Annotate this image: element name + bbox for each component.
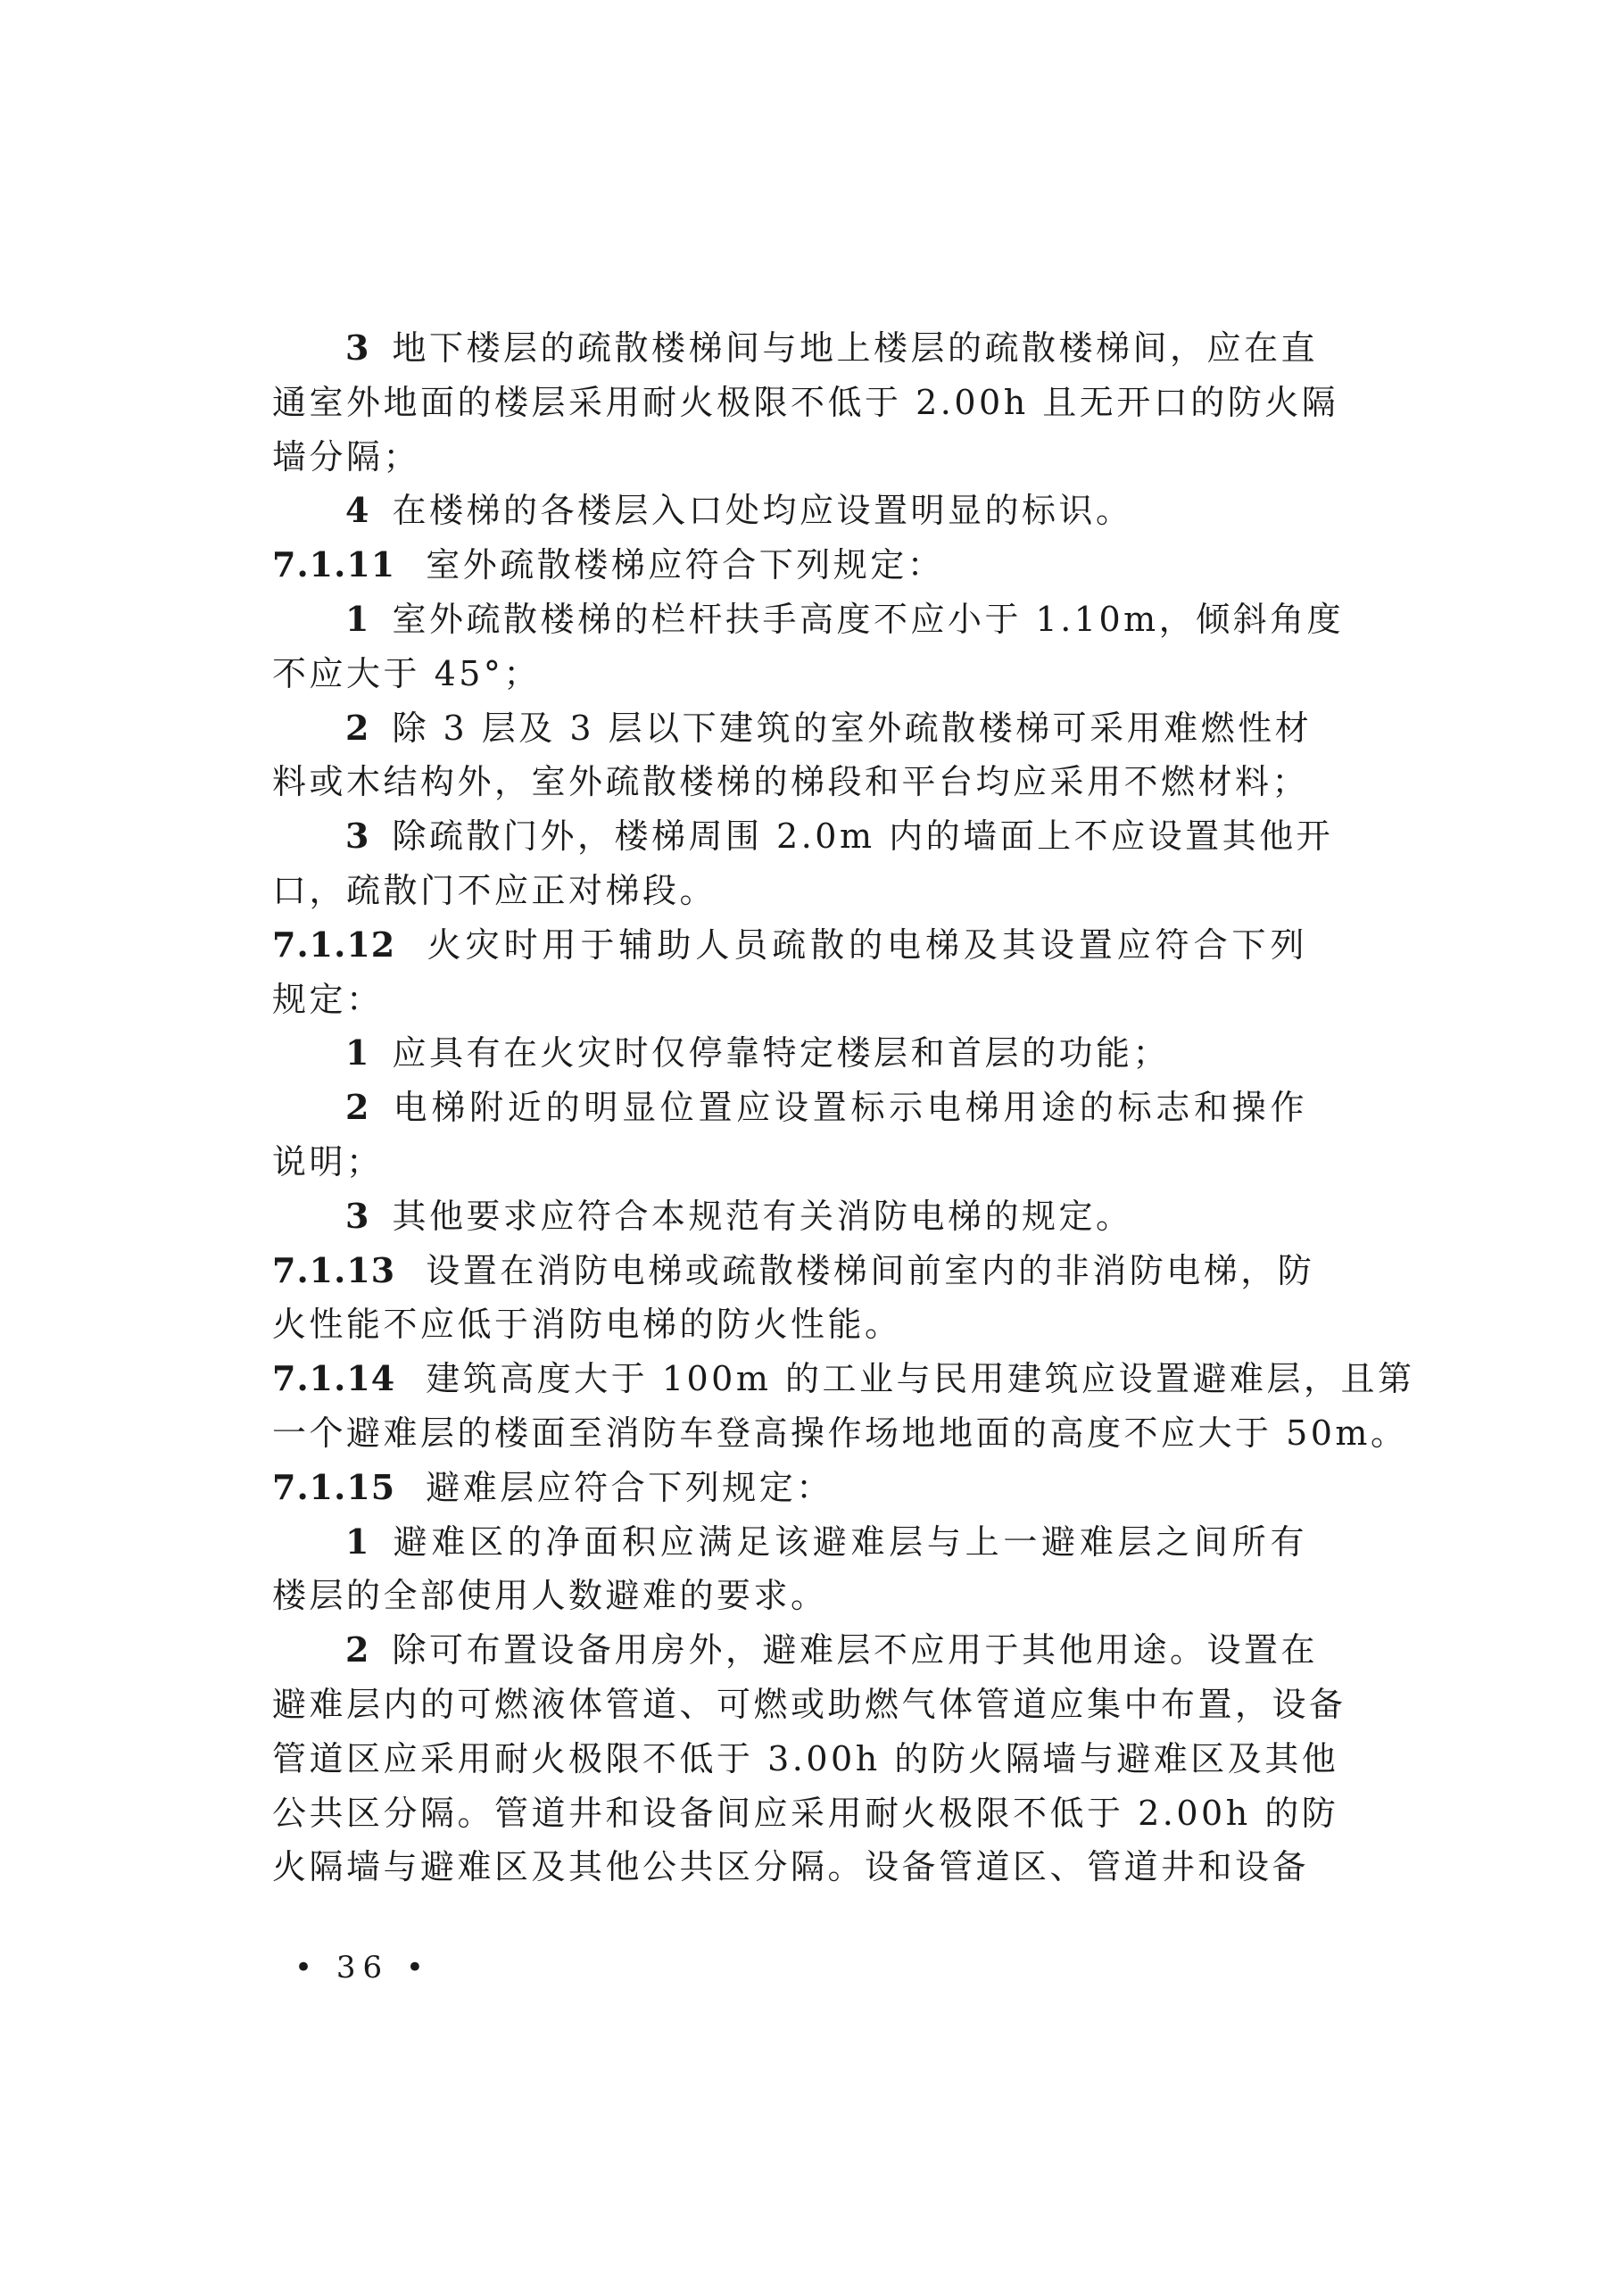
- clause-line: [272, 1244, 1315, 1298]
- item-number: 3: [345, 327, 369, 368]
- line-text: 电梯附近的明显位置应设置标示电梯用途的标志和操作: [392, 1088, 1307, 1128]
- text-line: [272, 755, 1310, 809]
- item-number: 3: [345, 1195, 369, 1236]
- page-number: • 36 •: [294, 1950, 431, 1985]
- text-line: [272, 1406, 1408, 1461]
- line-text: 应具有在火灾时仅停靠特定楼层和首层的功能；: [392, 1033, 1170, 1073]
- line-text: 建筑高度大于 100m 的工业与民用建筑应设置避难层，且第: [426, 1359, 1415, 1399]
- clause-number: 7.1.15: [272, 1466, 396, 1507]
- line-text: 墙分隔；: [272, 436, 421, 477]
- line-text: 设置在消防电梯或疏散楼梯间前室内的非消防电梯，防: [426, 1250, 1315, 1290]
- line-text: 火灾时用于辅助人员疏散的电梯及其设置应符合下列: [426, 924, 1307, 965]
- line-text: 避难层应符合下列规定：: [426, 1467, 833, 1507]
- text-line: [272, 864, 1307, 918]
- item-number: 1: [345, 1521, 369, 1562]
- text-line: [272, 647, 1307, 701]
- text-line: [272, 1840, 1310, 1894]
- body-text: [272, 321, 1415, 1894]
- text-line: [272, 1569, 1307, 1623]
- line-text: 火性能不应低于消防电梯的防火性能。: [272, 1305, 902, 1345]
- line-text: 其他要求应符合本规范有关消防电梯的规定。: [392, 1196, 1133, 1236]
- line-text: 料或木结构外，室外疏散楼梯的梯段和平台均应采用不燃材料；: [272, 762, 1310, 802]
- text-line: [272, 1732, 1339, 1786]
- clause-number: 7.1.14: [272, 1358, 396, 1399]
- item-number: 2: [345, 1087, 369, 1128]
- text-line: [272, 1623, 1318, 1678]
- line-text: 地下楼层的疏散楼梯间与地上楼层的疏散楼梯间，应在直: [392, 328, 1318, 368]
- line-text: 在楼梯的各楼层入口处均应设置明显的标识。: [392, 491, 1133, 531]
- clause-number: 7.1.12: [272, 924, 396, 965]
- text-line: [272, 1081, 1307, 1135]
- text-line: [272, 1135, 1307, 1189]
- text-line: [272, 1026, 1307, 1081]
- line-text: 楼层的全部使用人数避难的要求。: [272, 1576, 828, 1616]
- text-line: [272, 1189, 1307, 1244]
- line-text: 避难区的净面积应满足该避难层与上一避难层之间所有: [392, 1521, 1307, 1562]
- line-text: 避难层内的可燃液体管道、可燃或助燃气体管道应集中布置，设备: [272, 1684, 1346, 1724]
- line-text: 通室外地面的楼层采用耐火极限不低于 2.00h 且无开口的防火隔: [272, 382, 1339, 422]
- item-number: 2: [345, 1629, 369, 1670]
- line-text: 管道区应采用耐火极限不低于 3.00h 的防火隔墙与避难区及其他: [272, 1738, 1339, 1778]
- text-line: [272, 484, 1307, 538]
- text-line: [272, 430, 1307, 485]
- text-line: [272, 321, 1318, 376]
- line-text: 除 3 层及 3 层以下建筑的室外疏散楼梯可采用难燃性材: [392, 708, 1313, 748]
- line-text: 不应大于 45°；: [272, 653, 541, 693]
- line-text: 规定：: [272, 979, 384, 1019]
- line-text: 除疏散门外，楼梯周围 2.0m 内的墙面上不应设置其他开: [392, 816, 1334, 857]
- clause-line: [272, 918, 1307, 973]
- clause-line: [272, 1352, 1415, 1406]
- text-line: [272, 973, 1307, 1027]
- item-number: 2: [345, 707, 369, 748]
- clause-number: 7.1.11: [272, 544, 396, 585]
- line-text: 火隔墙与避难区及其他公共区分隔。设备管道区、管道井和设备: [272, 1847, 1310, 1887]
- item-number: 3: [345, 816, 369, 857]
- line-text: 除可布置设备用房外，避难层不应用于其他用途。设置在: [392, 1630, 1318, 1670]
- text-line: [272, 376, 1339, 430]
- clause-line: [272, 1461, 1307, 1515]
- text-line: [272, 1515, 1307, 1570]
- line-text: 一个避难层的楼面至消防车登高操作场地地面的高度不应大于 50m。: [272, 1413, 1408, 1453]
- item-number: 1: [345, 1032, 369, 1073]
- clause-line: [272, 538, 1307, 593]
- text-line: [272, 701, 1313, 756]
- text-line: [272, 1786, 1339, 1841]
- clause-number: 7.1.13: [272, 1249, 396, 1290]
- item-number: 1: [345, 598, 369, 639]
- item-number: 4: [345, 490, 369, 531]
- line-text: 说明；: [272, 1141, 384, 1181]
- text-line: [272, 593, 1345, 647]
- line-text: 室外疏散楼梯的栏杆扶手高度不应小于 1.10m，倾斜角度: [392, 599, 1345, 639]
- text-line: [272, 1678, 1346, 1732]
- line-text: 口，疏散门不应正对梯段。: [272, 870, 717, 910]
- line-text: 公共区分隔。管道井和设备间应采用耐火极限不低于 2.00h 的防: [272, 1793, 1339, 1833]
- text-line: [272, 809, 1334, 864]
- text-line: [272, 1297, 1307, 1352]
- line-text: 室外疏散楼梯应符合下列规定：: [426, 545, 945, 585]
